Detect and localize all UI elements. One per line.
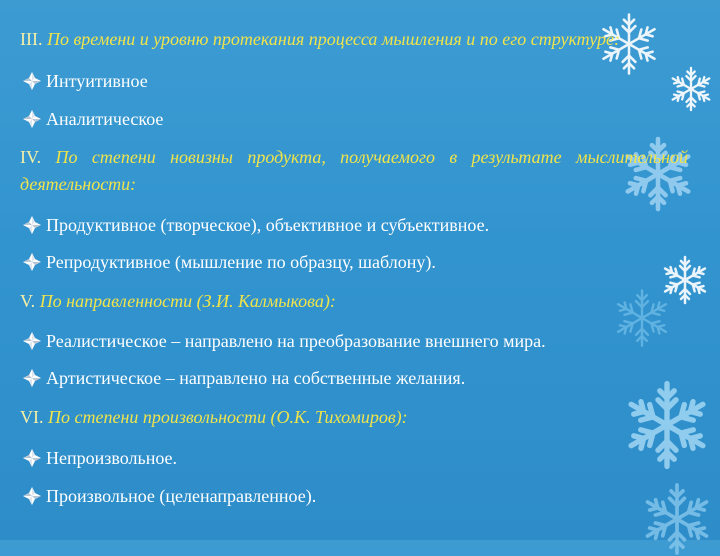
section-title: По времени и уровню протекания процесса мышления и по его структуре:	[46, 29, 620, 49]
diamond-bullet-icon	[22, 109, 42, 129]
list-item	[20, 213, 688, 237]
list-item	[20, 107, 688, 131]
diamond-bullet-icon	[22, 331, 42, 351]
section-title: По степени произвольности (О.К. Тихомиров):	[48, 407, 408, 427]
diamond-bullet-icon	[22, 252, 42, 272]
list-item-text: Продуктивное (творческое), объективное и субъективное.	[46, 215, 490, 235]
section-heading	[20, 26, 688, 53]
list-item	[20, 446, 688, 470]
slide-content	[20, 26, 688, 508]
list-item-text: Реалистическое – направлено на преобразование внешнего мира.	[46, 331, 546, 351]
list-item	[20, 329, 688, 353]
diamond-bullet-icon	[22, 486, 42, 506]
section-number: V.	[20, 291, 36, 311]
section-number: IV.	[20, 147, 42, 167]
section-title: По степени новизны продукта, получаемого в результате мыслительной деятельности:	[20, 147, 688, 194]
section-number: III.	[20, 29, 43, 49]
section-title: По направленности (З.И. Калмыкова):	[39, 291, 336, 311]
list-item-text: Произвольное (целенаправленное).	[46, 486, 317, 506]
list-item	[20, 250, 688, 274]
list-item-text: Интуитивное	[46, 71, 148, 91]
diamond-bullet-icon	[22, 368, 42, 388]
list-item-text: Непроизвольное.	[46, 448, 178, 468]
list-item	[20, 69, 688, 93]
list-item	[20, 484, 688, 508]
section-heading	[20, 404, 688, 431]
list-item-text: Репродуктивное (мышление по образцу, шаблону).	[46, 252, 436, 272]
section-number: VI.	[20, 407, 44, 427]
diamond-bullet-icon	[22, 448, 42, 468]
list-item-text: Артистическое – направлено на собственные желания.	[46, 368, 466, 388]
list-item-text: Аналитическое	[46, 109, 164, 129]
section-heading	[20, 288, 688, 315]
diamond-bullet-icon	[22, 215, 42, 235]
section-heading	[20, 144, 688, 198]
diamond-bullet-icon	[22, 71, 42, 91]
list-item	[20, 366, 688, 390]
